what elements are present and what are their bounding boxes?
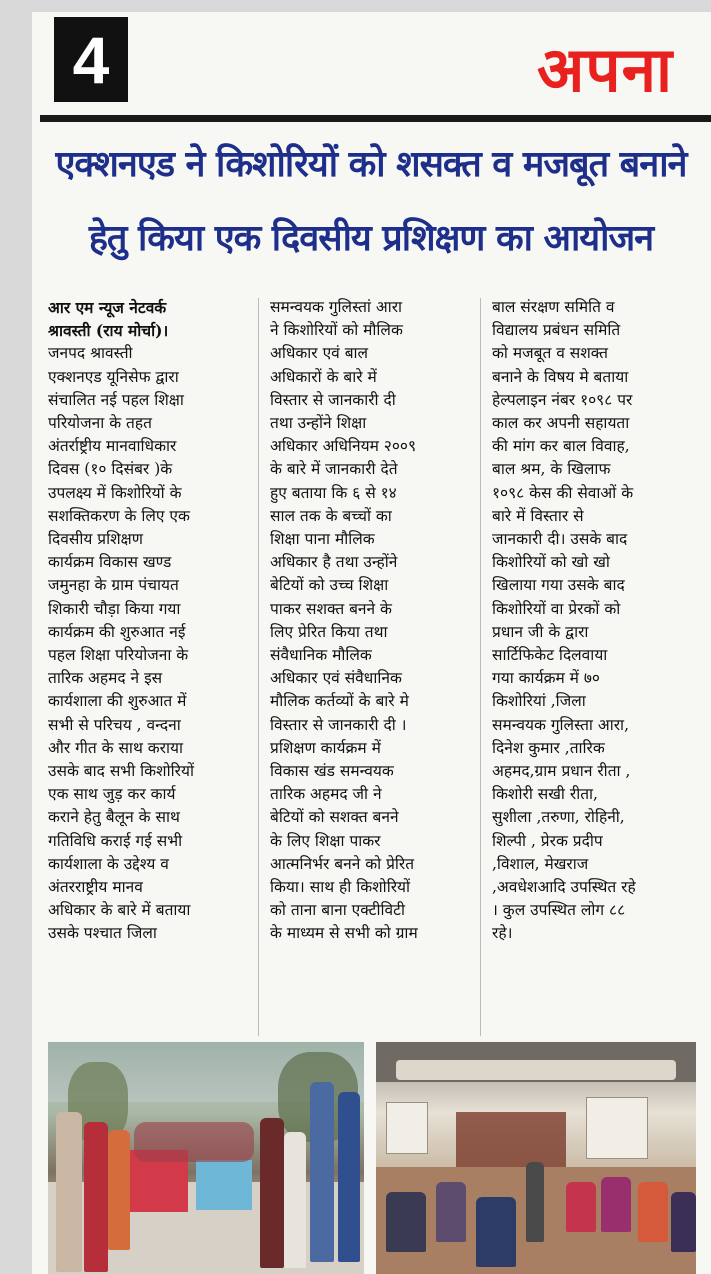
- article-line: के लिए शिक्षा पाकर: [270, 831, 381, 850]
- hall-training-photo: [376, 1042, 696, 1274]
- article-line: पहल शिक्षा परियोजना के: [48, 646, 189, 665]
- article-line: अहमद,ग्राम प्रधान रीता ,: [492, 762, 631, 781]
- article-column-3: [492, 296, 692, 1038]
- article-line: ,विशाल, मेखराज: [492, 854, 589, 873]
- article-line: गतिविधि कराई गई सभी: [48, 831, 183, 850]
- article-line: तारिक अहमद ने इस: [48, 669, 163, 688]
- article-line: को ताना बाना एक्टीविटी: [270, 901, 405, 920]
- article-line: श्रावस्ती (राय मोर्चा)।: [48, 321, 169, 341]
- headline-line-1: एक्शनएड ने किशोरियों को शसक्त व मजबूत बनाने: [55, 144, 687, 185]
- article-column-2: [270, 296, 470, 1038]
- article-line: प्रधान जी के द्वारा: [492, 622, 589, 641]
- article-line: किशोरियां ,जिला: [492, 692, 586, 711]
- article-line: लिए प्रेरित किया तथा: [270, 622, 388, 641]
- article-line: बाल संरक्षण समिति व: [492, 298, 615, 316]
- article-line: उपलक्ष्य में किशोरियों के: [48, 483, 182, 502]
- article-line: अधिकार एवं संवैधानिक: [270, 669, 402, 688]
- hall-window: [386, 1102, 428, 1154]
- article-line: एक्शनएड यूनिसेफ द्वारा: [48, 367, 179, 386]
- article-line: किशोरियों को खो खो: [492, 553, 610, 572]
- article-line: तथा उन्होंने शिक्षा: [270, 414, 367, 433]
- column-divider: [480, 298, 481, 1036]
- article-line: साल तक के बच्चों का: [270, 506, 392, 525]
- article-line: विकास खंड समन्वयक: [270, 762, 394, 781]
- article-line: किशोरियों वा प्रेरकों को: [492, 599, 621, 618]
- article-line: अधिकार एवं बाल: [270, 344, 369, 363]
- article-line: कराने हेतु बैलून के साथ: [48, 808, 180, 827]
- article-line: तारिक अहमद जी ने: [270, 785, 382, 804]
- article-line: गया कार्यक्रम में ७०: [492, 669, 600, 688]
- article-line: हुए बताया कि ६ से १४: [270, 483, 397, 502]
- article-line: कार्यक्रम विकास खण्ड: [48, 553, 172, 572]
- article-line: उसके बाद सभी किशोरियों: [48, 762, 194, 781]
- article-line: १०९८ केस की सेवाओं के: [492, 483, 634, 502]
- article-line: मौलिक कर्तव्यों के बारे मे: [270, 692, 409, 711]
- masthead-title: अपना: [537, 33, 674, 106]
- article-line: विस्तार से जानकारी दी ।: [270, 715, 407, 734]
- article-line: प्रशिक्षण कार्यक्रम में: [270, 738, 381, 757]
- article-column-1: [48, 296, 248, 1038]
- article-line: आर एम न्यूज नेटवर्क: [48, 298, 167, 317]
- article-line: दिवस (१० दिसंबर )के: [48, 460, 173, 479]
- article-line: संचालित नई पहल शिक्षा: [48, 390, 184, 409]
- article-line: समन्वयक गुलिस्तां आरा: [270, 298, 403, 316]
- article-line: पाकर सशक्त बनने के: [270, 599, 392, 618]
- header-rule: [40, 115, 711, 122]
- article-line: बारे में विस्तार से: [492, 506, 584, 525]
- article-line: जनपद श्रावस्ती: [48, 344, 133, 363]
- article-line: सुशीला ,तरुणा, रोहिनी,: [492, 808, 625, 827]
- column-divider: [258, 298, 259, 1036]
- article-line: अधिकार है तथा उन्होंने: [270, 553, 398, 572]
- article-line: उसके पश्चात जिला: [48, 924, 157, 943]
- article-line: संवैधानिक मौलिक: [270, 646, 372, 665]
- article-line: कार्यक्रम की शुरुआत नई: [48, 622, 186, 641]
- article-line: अधिकार अधिनियम २००९: [270, 437, 417, 456]
- article-line: । कुल उपस्थित लोग ८८: [492, 901, 626, 920]
- headline-line-2: हेतु किया एक दिवसीय प्रशिक्षण का आयोजन: [88, 218, 654, 259]
- article-line: दिवसीय प्रशिक्षण: [48, 530, 143, 549]
- article-line: किया। साथ ही किशोरियों: [270, 878, 411, 897]
- article-line: ,अवधेशआदि उपस्थित रहे: [492, 878, 636, 897]
- article-line: शिकारी चौड़ा किया गया: [48, 599, 181, 618]
- article-line: किशोरी सखी रीता,: [492, 785, 598, 804]
- article-line: के माध्यम से सभी को ग्राम: [270, 924, 418, 943]
- article-line: जानकारी दी। उसके बाद: [492, 530, 628, 549]
- article-line: जमुनहा के ग्राम पंचायत: [48, 576, 179, 595]
- article-line: अंतरराष्ट्रीय मानव: [48, 878, 143, 897]
- article-line: बाल श्रम, के खिलाफ: [492, 460, 611, 479]
- article-line: काल कर अपनी सहायता: [492, 414, 630, 433]
- article-line: शिक्षा पाना मौलिक: [270, 530, 375, 549]
- article-line: को मजबूत व सशक्त: [492, 344, 608, 363]
- article-line: सशक्तिकरण के लिए एक: [48, 506, 190, 525]
- banner-blue: [196, 1160, 252, 1210]
- article-line: बनाने के विषय मे बताया: [492, 367, 629, 386]
- article-line: शिल्पी , प्रेरक प्रदीप: [492, 831, 603, 850]
- article-line: विद्यालय प्रबंधन समिति: [492, 321, 621, 340]
- article-line: सभी से परिचय , वन्दना: [48, 715, 181, 734]
- article-line: ने किशोरियों को मौलिक: [270, 321, 403, 340]
- article-line: रहे।: [492, 924, 513, 943]
- article-line: समन्वयक गुलिस्ता आरा,: [492, 715, 629, 734]
- article-line: बेटियों को सशक्त बनने: [270, 808, 399, 827]
- article-line: बेटियों को उच्च शिक्षा: [270, 576, 389, 595]
- article-line: की मांग कर बाल विवाह,: [492, 437, 630, 456]
- article-line: अधिकार के बारे में बताया: [48, 901, 191, 920]
- article-line: परियोजना के तहत: [48, 414, 152, 433]
- article-line: एक साथ जुड़ कर कार्य: [48, 785, 176, 804]
- article-line: आत्मनिर्भर बनने को प्रेरित: [270, 854, 415, 873]
- article-line: के बारे में जानकारी देते: [270, 460, 398, 479]
- hall-window: [586, 1097, 648, 1159]
- article-line: कार्यशाला के उद्देश्य व: [48, 854, 169, 873]
- article-line: अंतर्राष्ट्रीय मानवाधिकार: [48, 437, 177, 456]
- article-line: और गीत के साथ कराया: [48, 738, 184, 757]
- article-line: हेल्पलाइन नंबर १०९८ पर: [492, 390, 633, 409]
- article-line: सार्टिफिकेट दिलवाया: [492, 646, 608, 665]
- newspaper-page: [32, 12, 711, 1274]
- group-photo-outdoor: [48, 1042, 364, 1274]
- article-line: विस्तार से जानकारी दी: [270, 390, 396, 409]
- article-line: दिनेश कुमार ,तारिक: [492, 738, 605, 757]
- article-line: कार्यशाला की शुरुआत में: [48, 692, 187, 711]
- page-number: 4: [54, 17, 128, 102]
- article-line: खिलाया गया उसके बाद: [492, 576, 625, 595]
- article-line: अधिकारों के बारे में: [270, 367, 377, 386]
